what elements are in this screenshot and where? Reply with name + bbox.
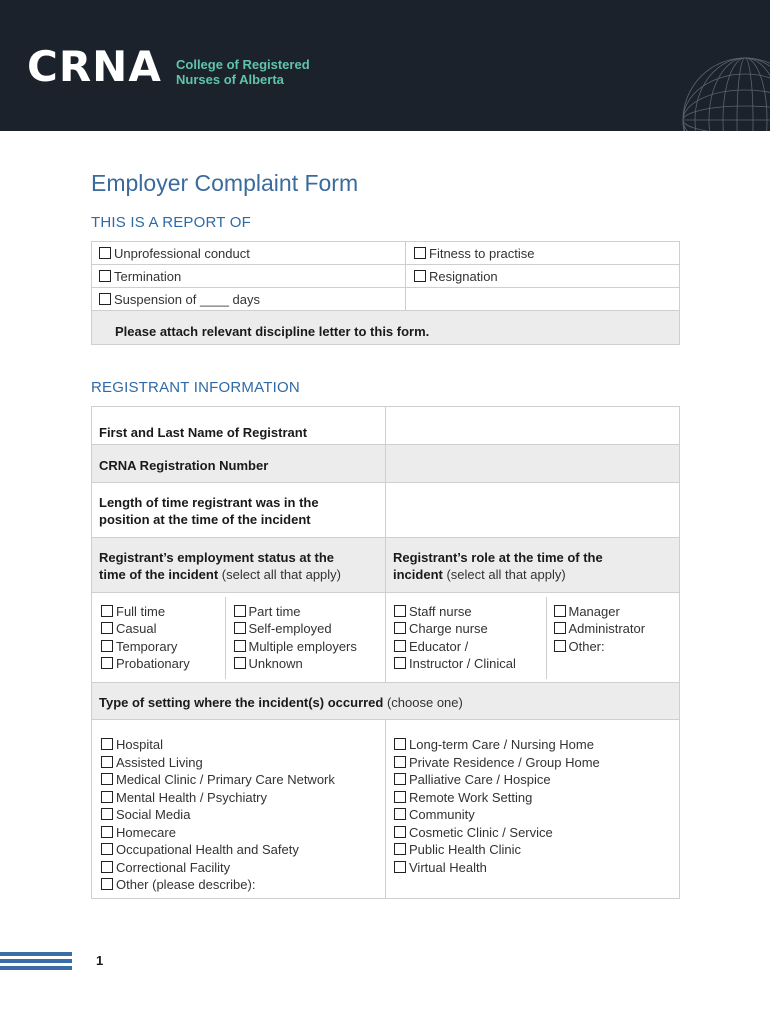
option-label: Homecare — [116, 824, 176, 840]
role-option[interactable] — [394, 603, 546, 621]
checkbox-unprofessional[interactable] — [99, 247, 111, 259]
option-label: Self-employed — [248, 621, 332, 636]
option-label: Medical Clinic / Primary Care Network — [116, 772, 335, 787]
report-cell — [92, 265, 406, 288]
option-label: Long-term Care / Nursing Home — [409, 737, 594, 752]
setting-option[interactable] — [394, 754, 679, 772]
role-option[interactable] — [394, 638, 546, 656]
footer-bar — [0, 966, 72, 970]
checkbox[interactable] — [554, 605, 566, 617]
length-field[interactable] — [386, 483, 680, 538]
checkbox[interactable] — [101, 640, 113, 652]
setting-option[interactable] — [394, 841, 679, 859]
checkbox[interactable] — [394, 756, 406, 768]
status-option[interactable] — [101, 620, 225, 638]
status-option[interactable] — [101, 638, 225, 656]
status-label-bold: time of the incident — [99, 567, 219, 582]
report-cell — [406, 265, 680, 288]
registrant-heading: REGISTRANT INFORMATION — [91, 379, 300, 396]
option-label: Palliative Care / Hospice — [409, 772, 551, 787]
checkbox[interactable] — [101, 878, 113, 890]
checkbox-suspension[interactable] — [99, 293, 111, 305]
setting-col2 — [386, 720, 680, 899]
option-label: Other: — [568, 638, 605, 654]
option-label: Manager — [568, 603, 620, 619]
option-label: Temporary — [116, 638, 178, 654]
option-label: Correctional Facility — [116, 859, 231, 875]
option-label: Staff nurse — [409, 603, 472, 619]
checkbox[interactable] — [101, 622, 113, 634]
checkbox[interactable] — [101, 605, 113, 617]
role-option[interactable] — [554, 603, 680, 621]
status-option[interactable] — [234, 655, 386, 673]
number-field[interactable] — [386, 445, 680, 483]
report-table — [91, 241, 680, 345]
status-col1 — [92, 597, 225, 679]
option-label: Occupational Health and Safety — [116, 842, 299, 857]
setting-option[interactable] — [394, 806, 679, 824]
setting-option[interactable] — [101, 789, 385, 807]
checkbox[interactable] — [101, 826, 113, 838]
option-label: Community — [409, 807, 475, 822]
label-fitness: Fitness to practise — [429, 245, 535, 261]
checkbox[interactable] — [394, 773, 406, 785]
footer-accent-bars — [0, 952, 72, 973]
status-options — [92, 597, 385, 679]
role-option[interactable] — [554, 620, 680, 638]
checkbox[interactable] — [554, 640, 566, 652]
checkbox[interactable] — [234, 657, 246, 669]
status-label-line1: Registrant’s employment status at the — [99, 549, 335, 565]
status-options-cell — [92, 593, 386, 683]
setting-option[interactable] — [101, 754, 385, 772]
option-label: Instructor / Clinical — [409, 656, 516, 671]
checkbox[interactable] — [234, 605, 246, 617]
checkbox[interactable] — [234, 640, 246, 652]
label-unprofessional: Unprofessional conduct — [114, 245, 250, 261]
length-label-line1: Length of time registrant was in the — [99, 494, 319, 510]
setting-option[interactable] — [101, 824, 385, 842]
report-heading: THIS IS A REPORT OF — [91, 214, 251, 231]
option-label: Social Media — [116, 807, 191, 822]
setting-option[interactable] — [101, 736, 385, 754]
page-number: 1 — [96, 953, 104, 968]
attach-note: Please attach relevant discipline letter to this form. — [92, 311, 680, 345]
setting-option[interactable] — [101, 876, 385, 894]
checkbox[interactable] — [394, 738, 406, 750]
length-label — [92, 483, 386, 538]
checkbox[interactable] — [101, 756, 113, 768]
label-termination: Termination — [114, 268, 182, 284]
checkbox[interactable] — [101, 791, 113, 803]
checkbox-resignation[interactable] — [414, 270, 426, 282]
setting-label-hint: (choose one) — [383, 694, 463, 710]
option-label: Casual — [116, 621, 157, 636]
checkbox[interactable] — [394, 791, 406, 803]
globe-decoration-icon — [680, 55, 770, 131]
status-option[interactable] — [234, 603, 386, 621]
option-label: Other (please describe): — [116, 877, 256, 892]
checkbox[interactable] — [394, 605, 406, 617]
checkbox[interactable] — [101, 738, 113, 750]
status-col2 — [225, 597, 385, 679]
option-label: Hospital — [116, 737, 163, 752]
option-label: Multiple employers — [248, 638, 357, 654]
setting-option[interactable] — [101, 841, 385, 859]
role-options-cell — [386, 593, 680, 683]
footer-bar — [0, 952, 72, 956]
option-label: Cosmetic Clinic / Service — [409, 824, 553, 840]
setting-option[interactable] — [394, 771, 679, 789]
role-label — [386, 538, 680, 593]
name-label: First and Last Name of Registrant — [92, 407, 386, 445]
report-cell-empty — [406, 288, 680, 311]
option-label: Probationary — [116, 656, 190, 671]
report-cell — [92, 288, 406, 311]
option-label: Remote Work Setting — [409, 789, 533, 805]
setting-label — [92, 683, 680, 720]
role-options — [386, 597, 679, 679]
option-label: Administrator — [568, 621, 646, 636]
status-option[interactable] — [234, 620, 386, 638]
report-cell — [92, 242, 406, 265]
role-label-bold: incident — [393, 567, 443, 582]
org-name — [176, 57, 310, 87]
name-field[interactable] — [386, 407, 680, 445]
setting-option[interactable] — [101, 806, 385, 824]
crna-logo: CRNA — [27, 42, 162, 91]
setting-option[interactable] — [101, 771, 385, 789]
setting-option[interactable] — [394, 736, 679, 754]
option-label: Virtual Health — [409, 859, 487, 875]
setting-col1 — [92, 720, 386, 899]
org-name-line1: College of Registered — [176, 57, 310, 72]
setting-option[interactable] — [101, 859, 385, 877]
option-label: Assisted Living — [116, 754, 203, 770]
status-option[interactable] — [101, 655, 225, 673]
role-label-line1: Registrant’s role at the time of the — [393, 549, 603, 565]
role-option[interactable] — [554, 638, 680, 656]
label-resignation: Resignation — [429, 268, 498, 284]
length-label-line2: position at the time of the incident — [99, 512, 311, 527]
option-label: Charge nurse — [409, 621, 488, 636]
checkbox-termination[interactable] — [99, 270, 111, 282]
checkbox[interactable] — [101, 657, 113, 669]
setting-option[interactable] — [394, 824, 679, 842]
header-banner — [0, 0, 770, 131]
checkbox[interactable] — [101, 808, 113, 820]
setting-option[interactable] — [394, 789, 679, 807]
role-option[interactable] — [394, 620, 546, 638]
option-label: Part time — [248, 603, 301, 619]
option-label: Mental Health / Psychiatry — [116, 789, 268, 805]
checkbox[interactable] — [394, 826, 406, 838]
checkbox[interactable] — [394, 622, 406, 634]
role-label-hint: (select all that apply) — [442, 567, 566, 582]
option-label: Educator / — [409, 638, 469, 654]
checkbox[interactable] — [394, 808, 406, 820]
checkbox[interactable] — [554, 622, 566, 634]
label-suspension: Suspension of ____ days — [114, 291, 260, 307]
checkbox[interactable] — [394, 657, 406, 669]
setting-option[interactable] — [394, 859, 679, 877]
registrant-table — [91, 406, 680, 899]
report-cell — [406, 242, 680, 265]
number-label: CRNA Registration Number — [92, 445, 386, 483]
status-label-hint: (select all that apply) — [218, 567, 342, 582]
status-option[interactable] — [101, 603, 225, 621]
checkbox[interactable] — [394, 640, 406, 652]
status-label — [92, 538, 386, 593]
checkbox[interactable] — [101, 773, 113, 785]
setting-label-bold: Type of setting where the incident(s) occurred — [99, 694, 384, 710]
role-col2 — [546, 597, 679, 679]
option-label: Unknown — [248, 656, 303, 671]
org-name-line2: Nurses of Alberta — [176, 72, 284, 87]
checkbox[interactable] — [234, 622, 246, 634]
checkbox-fitness[interactable] — [414, 247, 426, 259]
checkbox[interactable] — [394, 843, 406, 855]
status-option[interactable] — [234, 638, 386, 656]
role-col1 — [386, 597, 546, 679]
page-title: Employer Complaint Form — [91, 170, 359, 196]
option-label: Public Health Clinic — [409, 842, 521, 857]
option-label: Private Residence / Group Home — [409, 754, 600, 770]
role-option[interactable] — [394, 655, 546, 673]
option-label: Full time — [116, 603, 166, 619]
checkbox[interactable] — [394, 861, 406, 873]
checkbox[interactable] — [101, 861, 113, 873]
footer-bar — [0, 959, 72, 963]
checkbox[interactable] — [101, 843, 113, 855]
